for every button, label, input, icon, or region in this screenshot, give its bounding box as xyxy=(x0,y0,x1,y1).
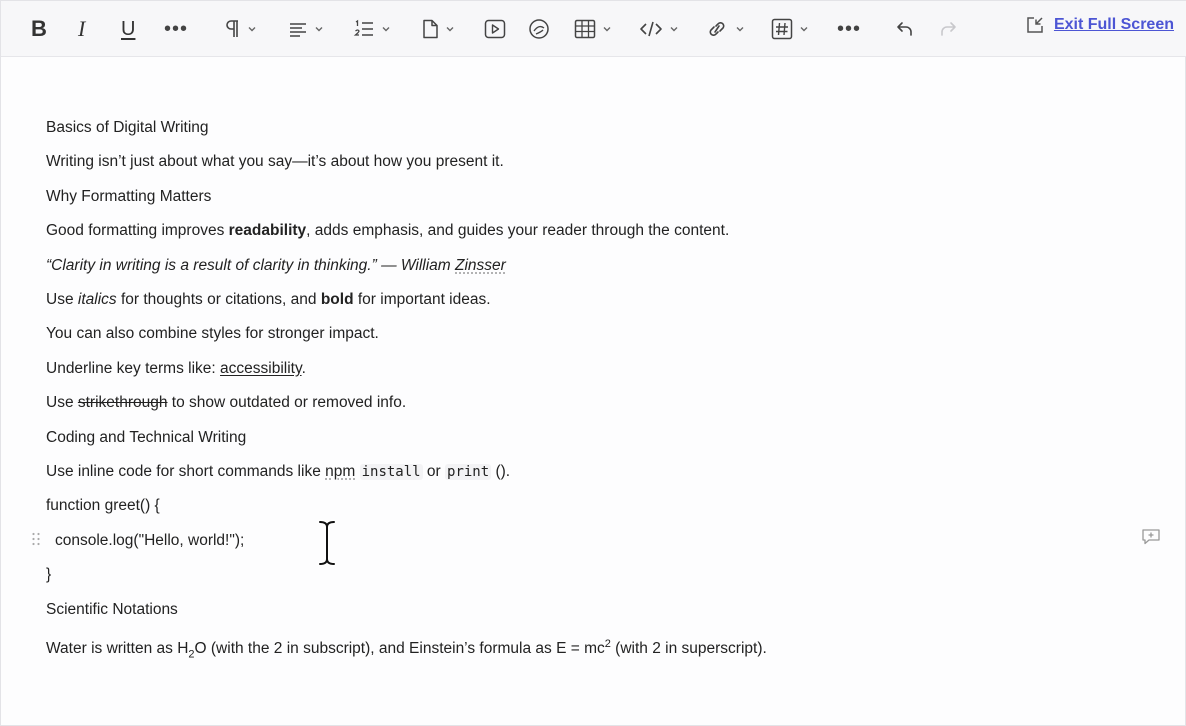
paragraph-intro[interactable]: Writing isn’t just about what you say—it’s about how you present it. xyxy=(46,153,504,171)
undo-button[interactable] xyxy=(895,13,915,45)
page-button[interactable] xyxy=(421,13,455,45)
text-run: Water is written as H xyxy=(46,640,189,658)
code-line[interactable]: function greet() { xyxy=(46,497,160,515)
paragraph-inline-code[interactable] xyxy=(46,455,1146,489)
subscript-text: 2 xyxy=(188,648,195,661)
chevron-down-icon xyxy=(247,24,257,34)
document-icon xyxy=(421,19,439,39)
italic-text: italics xyxy=(77,291,117,309)
exit-full-screen-button[interactable] xyxy=(1026,16,1174,34)
inline-code: install xyxy=(361,464,421,481)
superscript-text: 2 xyxy=(604,638,611,651)
heading-scientific[interactable]: Scientific Notations xyxy=(46,600,178,618)
text-run: Use inline code for short commands like xyxy=(46,463,326,481)
underlined-text: accessibility xyxy=(220,359,302,377)
chevron-down-icon xyxy=(602,24,612,34)
text-run: or xyxy=(422,463,446,481)
chevron-down-icon xyxy=(799,24,809,34)
align-left-icon xyxy=(288,19,308,39)
text-run: Use xyxy=(46,394,78,412)
strikethrough-text: strikethrough xyxy=(77,394,168,412)
toolbar xyxy=(1,1,1186,57)
numbered-list-icon xyxy=(353,19,375,39)
chevron-down-icon xyxy=(735,24,745,34)
text-run: to show outdated or removed info. xyxy=(167,394,407,412)
text-run: (with 2 in superscript). xyxy=(610,640,767,658)
more-button[interactable] xyxy=(837,13,861,45)
text-run: . xyxy=(301,359,306,377)
media-button[interactable] xyxy=(484,13,506,45)
align-button[interactable] xyxy=(288,13,324,45)
heading-basics[interactable]: Basics of Digital Writing xyxy=(46,119,209,136)
code-line[interactable]: } xyxy=(46,566,52,584)
inline-code: print xyxy=(447,464,490,481)
text-run: Good formatting improves xyxy=(46,222,229,240)
chevron-down-icon xyxy=(445,24,455,34)
heading-coding[interactable]: Coding and Technical Writing xyxy=(46,428,247,446)
more-format-button[interactable] xyxy=(164,13,188,45)
bold-text: readability xyxy=(228,222,307,240)
code-line[interactable]: console.log("Hello, world!"); xyxy=(55,531,245,549)
drag-handle-icon[interactable] xyxy=(31,531,41,547)
pilcrow-icon xyxy=(223,19,241,39)
exit-full-screen-label: Exit Full Screen xyxy=(1053,16,1174,33)
paragraph-notation[interactable] xyxy=(46,627,1146,672)
hashtag-icon xyxy=(771,18,793,40)
link-button[interactable] xyxy=(705,13,745,45)
text-run: “Clarity in writing is a result of clarity in thinking.” — William xyxy=(46,256,455,274)
text-cursor-icon xyxy=(315,519,339,567)
spellcheck-word[interactable]: npm xyxy=(325,463,356,481)
text-run: Use xyxy=(46,291,78,309)
redo-button[interactable] xyxy=(938,13,958,45)
quote-paragraph[interactable] xyxy=(46,249,1146,283)
link-icon xyxy=(705,19,729,39)
italic-icon: I xyxy=(78,16,86,41)
bold-button[interactable] xyxy=(31,13,47,45)
undo-icon xyxy=(895,19,915,39)
more-icon: ••• xyxy=(837,18,862,40)
bold-text: bold xyxy=(320,291,354,309)
list-button[interactable] xyxy=(353,13,391,45)
underline-icon: U xyxy=(121,17,136,40)
exit-fullscreen-icon xyxy=(1026,16,1044,34)
paragraph-button[interactable] xyxy=(223,13,257,45)
paragraph-underline[interactable] xyxy=(46,352,1146,386)
table-icon xyxy=(574,19,596,39)
text-run: (). xyxy=(491,463,511,481)
underline-button[interactable] xyxy=(121,13,135,45)
paragraph-formatting[interactable] xyxy=(46,214,1146,248)
code-button[interactable] xyxy=(639,13,679,45)
table-button[interactable] xyxy=(574,13,612,45)
emoji-icon xyxy=(528,18,550,40)
document-body[interactable] xyxy=(46,111,1146,672)
embed-button[interactable] xyxy=(528,13,550,45)
bold-icon: B xyxy=(31,16,47,41)
add-comment-button[interactable] xyxy=(1141,528,1161,546)
paragraph-combine[interactable]: You can also combine styles for stronger impact. xyxy=(46,325,379,343)
text-run: , adds emphasis, and guides your reader through the content. xyxy=(306,222,730,240)
text-run: for thoughts or citations, and xyxy=(116,291,321,309)
text-run: for important ideas. xyxy=(353,291,491,309)
play-icon xyxy=(484,19,506,39)
chevron-down-icon xyxy=(314,24,324,34)
comment-add-icon xyxy=(1141,528,1161,546)
redo-icon xyxy=(938,19,958,39)
heading-why-formatting[interactable]: Why Formatting Matters xyxy=(46,187,212,205)
italic-button[interactable] xyxy=(78,13,85,45)
paragraph-strikethrough[interactable] xyxy=(46,386,1146,420)
paragraph-styles[interactable] xyxy=(46,283,1146,317)
text-run: Underline key terms like: xyxy=(46,359,221,377)
spellcheck-word[interactable]: Zinsser xyxy=(455,256,506,274)
chevron-down-icon xyxy=(381,24,391,34)
more-dots-icon: ••• xyxy=(164,18,189,40)
code-icon xyxy=(639,19,663,39)
hashtag-button[interactable] xyxy=(771,13,809,45)
chevron-down-icon xyxy=(669,24,679,34)
text-run: O (with the 2 in subscript), and Einstein’s formula as E = mc xyxy=(194,640,605,658)
